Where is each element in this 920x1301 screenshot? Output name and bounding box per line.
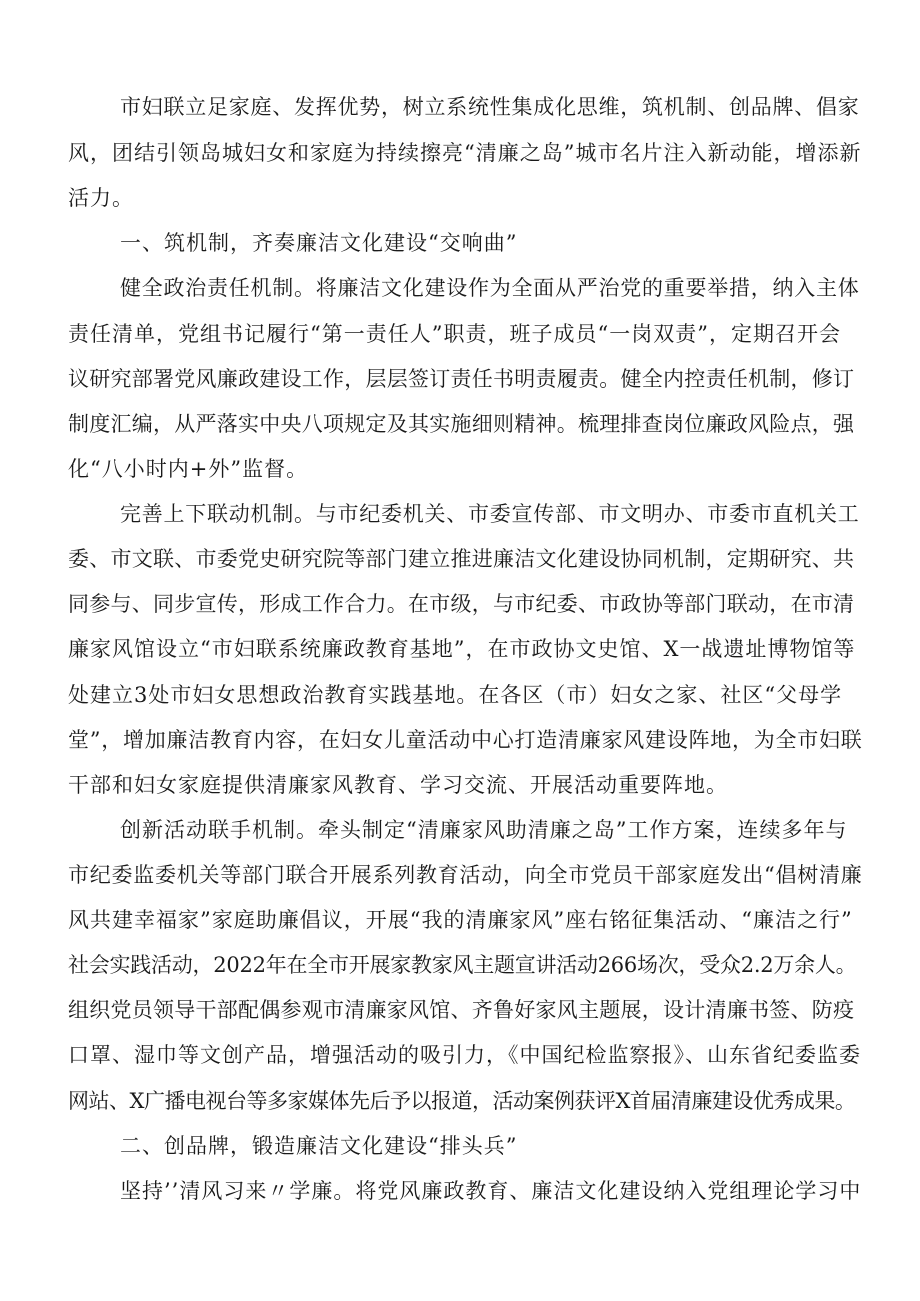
paragraph-line: 议研究部署党风廉政建设工作，层层签订责任书明责履责。健全内控责任机制，修订	[68, 367, 855, 391]
paragraph-line: 责任清单，党组书记履行“第一责任人”职责，班子成员“一岗双责”，定期召开会	[68, 322, 841, 346]
paragraph-line: 风共建幸福家”家庭助廉倡议，开展“我的清廉家风”座右铭征集活动、“廉洁之行”	[68, 908, 853, 932]
paragraph-line: 处建立3处市妇女思想政治教育实践基地。在各区（市）妇女之家、社区“父母学	[68, 683, 843, 707]
paragraph-line: 同参与、同步宣传，形成工作合力。在市级，与市纪委、市政协等部门联动，在市清	[68, 592, 855, 616]
paragraph-line: 干部和妇女家庭提供清廉家风教育、学习交流、开展活动重要阵地。	[68, 773, 728, 797]
paragraph-line: 制度汇编，从严落实中央八项规定及其实施细则精神。梳理排查岗位廉政风险点，强	[68, 412, 855, 436]
paragraph-line: 社会实践活动，2022年在全市开展家教家风主题宣讲活动266场次，受众2.2万余人。	[68, 953, 857, 977]
paragraph-line: 完善上下联动机制。与市纪委机关、市委宣传部、市文明办、市委市直机关工	[120, 502, 860, 526]
paragraph-line: 委、市文联、市委党史研究院等部门建立推进廉洁文化建设协同机制，定期研究、共	[68, 547, 855, 571]
paragraph-line: 化“八小时内+外”监督。	[68, 457, 309, 481]
paragraph-line: 口罩、湿巾等文创产品，增强活动的吸引力，《中国纪检监察报》、山东省纪委监委	[68, 1043, 861, 1067]
paragraph-line: 市纪委监委机关等部门联合开展系列教育活动，向全市党员干部家庭发出“倡树清廉	[68, 863, 863, 887]
paragraph-line: 坚持’’清风习来〃学廉。将党风廉政教育、廉洁文化建设纳入党组理论学习中	[120, 1179, 862, 1203]
paragraph-line: 市妇联立足家庭、发挥优势，树立系统性集成化思维，筑机制、创品牌、倡家	[120, 95, 860, 119]
paragraph-line: 健全政治责任机制。将廉洁文化建设作为全面从严治党的重要举措，纳入主体	[120, 276, 860, 300]
paragraph-line: 堂”，增加廉洁教育内容，在妇女儿童活动中心打造清廉家风建设阵地，为全市妇联	[68, 728, 863, 752]
section-heading: 二、创品牌，锻造廉洁文化建设“排头兵”	[120, 1134, 518, 1158]
section-heading: 一、筑机制，齐奏廉洁文化建设“交响曲”	[120, 231, 518, 255]
paragraph-line: 创新活动联手机制。牵头制定“清廉家风助清廉之岛”工作方案，连续多年与	[120, 818, 848, 842]
paragraph-line: 网站、X广播电视台等多家媒体先后予以报道，活动案例获评X首届清廉建设优秀成果。	[68, 1089, 856, 1113]
paragraph-line: 风，团结引领岛城妇女和家庭为持续擦亮“清廉之岛”城市名片注入新动能，增添新	[68, 141, 862, 165]
paragraph-line: 廉家风馆设立“市妇联系统廉政教育基地”，在市政协文史馆、X一战遗址博物馆等	[68, 637, 856, 661]
paragraph-line: 活力。	[68, 186, 134, 210]
paragraph-line: 组织党员领导干部配偶参观市清廉家风馆、齐鲁好家风主题展，设计清廉书签、防疫	[68, 998, 855, 1022]
